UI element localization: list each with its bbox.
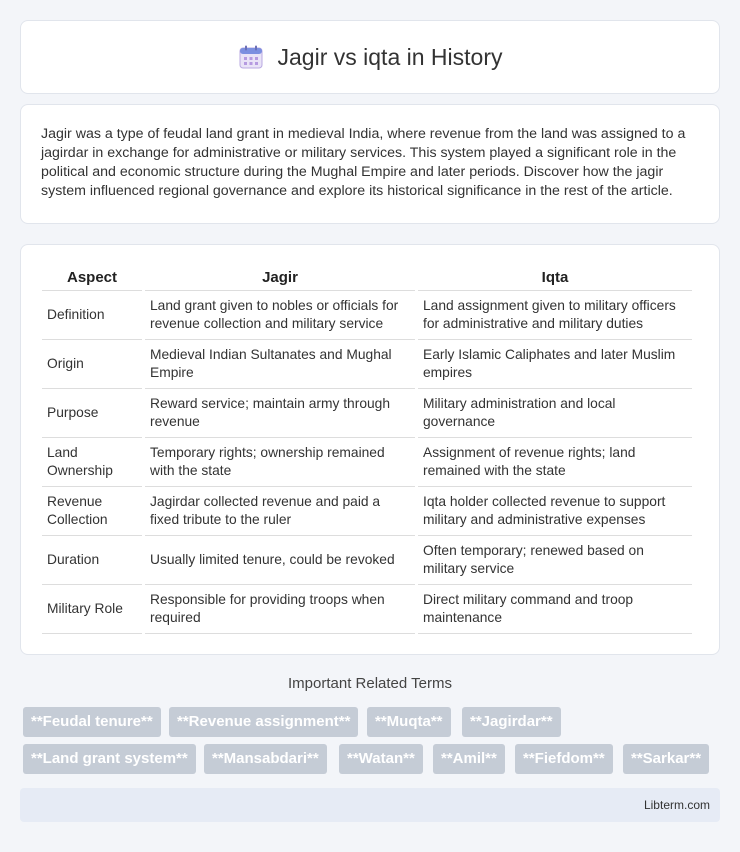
related-tag[interactable]: **Fiefdom**	[515, 744, 613, 774]
aspect-cell: Military Role	[42, 585, 142, 634]
related-tag[interactable]: **Amil**	[433, 744, 505, 774]
aspect-cell: Origin	[42, 340, 142, 389]
iqta-cell: Direct military command and troop maintenance	[418, 585, 692, 634]
table-row	[42, 340, 692, 389]
related-terms-title: Important Related Terms	[288, 675, 452, 692]
related-tag[interactable]: **Mansabdari**	[204, 744, 327, 774]
aspect-cell: Duration	[42, 536, 142, 585]
jagir-cell: Temporary rights; ownership remained with the state	[145, 438, 415, 487]
intro-text: Jagir was a type of feudal land grant in medieval India, where revenue from the land was assigned to a jagirdar in exchange for administrative or military services. This system played a significant role in the political and economic structure during the Mughal Empire and later periods. Discover how the jagir system influenced regional governance and explore its historical significance in the rest of the article.	[41, 126, 686, 199]
jagir-cell: Medieval Indian Sultanates and Mughal Empire	[145, 340, 415, 389]
iqta-cell: Early Islamic Caliphates and later Muslim empires	[418, 340, 692, 389]
jagir-cell: Responsible for providing troops when required	[145, 585, 415, 634]
aspect-cell: Purpose	[42, 389, 142, 438]
jagir-cell: Land grant given to nobles or officials for revenue collection and military service	[145, 291, 415, 340]
iqta-cell: Often temporary; renewed based on military service	[418, 536, 692, 585]
related-tag[interactable]: **Revenue assignment**	[169, 707, 358, 737]
related-tag[interactable]: **Feudal tenure**	[23, 707, 161, 737]
header-card	[20, 20, 720, 94]
table-row	[42, 585, 692, 634]
header-iqta: Iqta	[418, 265, 692, 291]
table-row	[42, 536, 692, 585]
header-aspect: Aspect	[42, 265, 142, 291]
related-tag[interactable]: **Land grant system**	[23, 744, 196, 774]
table-row	[42, 438, 692, 487]
related-tag[interactable]: **Watan**	[339, 744, 423, 774]
table-row	[42, 487, 692, 536]
jagir-cell: Usually limited tenure, could be revoked	[145, 536, 415, 585]
jagir-cell: Jagirdar collected revenue and paid a fixed tribute to the ruler	[145, 487, 415, 536]
comparison-table-card	[20, 244, 720, 655]
iqta-cell: Military administration and local governance	[418, 389, 692, 438]
aspect-cell: Revenue Collection	[42, 487, 142, 536]
table-header-row	[42, 265, 692, 291]
iqta-cell: Assignment of revenue rights; land remained with the state	[418, 438, 692, 487]
header-jagir: Jagir	[145, 265, 415, 291]
footer	[20, 788, 720, 822]
intro-card	[20, 104, 720, 224]
iqta-cell: Iqta holder collected revenue to support military and administrative expenses	[418, 487, 692, 536]
table-row	[42, 291, 692, 340]
comparison-table	[39, 265, 695, 634]
iqta-cell: Land assignment given to military officers for administrative and military duties	[418, 291, 692, 340]
calendar-icon	[238, 44, 264, 70]
aspect-cell: Land Ownership	[42, 438, 142, 487]
related-tag[interactable]: **Jagirdar**	[462, 707, 561, 737]
footer-link[interactable]: Libterm.com	[643, 798, 710, 812]
aspect-cell: Definition	[42, 291, 142, 340]
page-title: Jagir vs iqta in History	[277, 43, 503, 70]
table-row	[42, 389, 692, 438]
related-tag[interactable]: **Muqta**	[367, 707, 451, 737]
related-tag[interactable]: **Sarkar**	[623, 744, 709, 774]
jagir-cell: Reward service; maintain army through revenue	[145, 389, 415, 438]
